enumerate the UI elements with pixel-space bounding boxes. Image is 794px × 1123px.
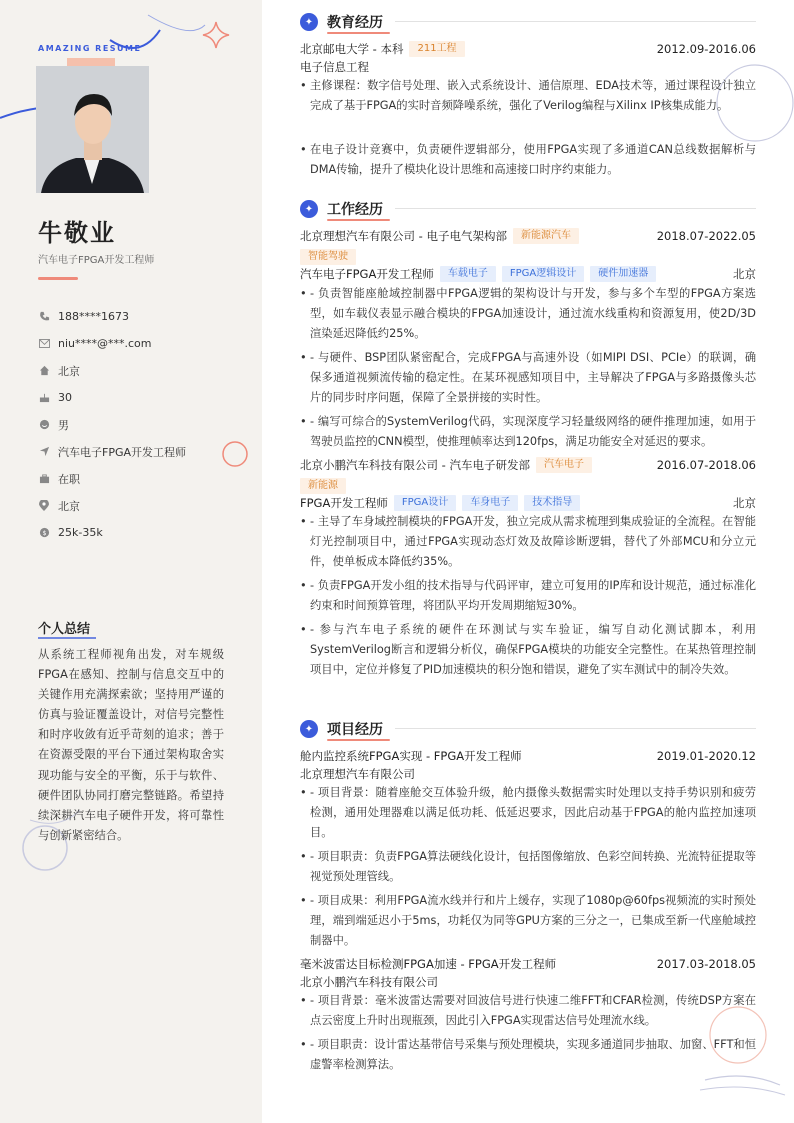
home-icon <box>38 365 50 377</box>
person-name: 牛敬业 <box>38 219 116 247</box>
job-date: 2016.07-2018.06 <box>656 458 756 472</box>
skill-tag: 车载电子 <box>440 266 496 282</box>
contact-target <box>38 438 248 465</box>
list-item: • - 与硬件、BSP团队紧密配合，完成FPGA与高速外设（如MIPI DSI、PCIe）的联调，确保多通道视频流传输的稳定性。在某环视感知项目中，主导解决了FPGA与多路摄像头芯片的同步时序问题，保障了全景拼接的实时性。 <box>300 351 756 404</box>
list-item: • - 项目职责：负责FPGA算法硬线化设计，包括图像缩放、色彩空间转换、光流特征提取等视觉预处理管线。 <box>300 850 756 883</box>
edu-header <box>300 40 756 58</box>
job-role-row <box>300 265 756 283</box>
job-tag: 新能源汽车 <box>513 228 579 244</box>
contact-gender <box>38 411 248 438</box>
section-work-header <box>300 199 383 219</box>
sidebar <box>0 0 262 1123</box>
summary-text: 从系统工程师视角出发，对车规级FPGA在感知、控制与信息交互中的关键作用充满探索欲；坚持用严谨的仿真与验证覆盖设计，对信号完整性和时序收敛有近乎苛刻的追求；善于在资源受限的平台下通过架构取舍实现功能与安全的平衡，乐于与软件、硬件团队协同打磨完整链路。希望持续深耕汽车电子硬件开发，将可靠性与创新紧密结合。 <box>38 648 224 842</box>
edu-school: 北京邮电大学 - 本科 <box>300 42 404 56</box>
edu-major: 电子信息工程 <box>300 60 369 74</box>
smile-icon <box>38 419 50 431</box>
job-header <box>300 227 756 245</box>
section-divider <box>395 21 756 22</box>
contact-email <box>38 330 248 357</box>
list-item: • - 负责智能座舱域控制器中FPGA逻辑的架构设计与开发，参与多个车型的FPGA方案选型，如车载仪表显示融合模块的FPGA加速设计，通过流水线重构和资源复用，使2D/3D渲染延迟降低约25%。 <box>300 287 756 340</box>
job-tag: 汽车电子 <box>536 457 592 473</box>
location-icon <box>38 500 50 512</box>
skill-tag: 技术指导 <box>524 495 580 511</box>
edu-major-row <box>300 58 756 76</box>
salary-icon <box>38 527 50 539</box>
list-item: • - 项目背景：毫米波雷达需要对回波信号进行快速二维FFT和CFAR检测，传统DSP方案在点云密度上升时出现瓶颈，因此引入FPGA实现雷达信号处理流水线。 <box>300 994 756 1027</box>
job-tag: 新能源 <box>300 478 346 494</box>
job-role-row <box>300 494 756 512</box>
contact-status <box>38 465 248 492</box>
list-item: • 主修课程：数字信号处理、嵌入式系统设计、通信原理、EDA技术等，通过课程设计独立完成了基于FPGA的实时音频降噪系统，强化了Verilog编程与Xilinx IP核集成能力。 <box>300 79 756 112</box>
section-title: 工作经历 <box>327 202 383 218</box>
job-tags-row <box>300 248 756 266</box>
list-item: • - 主导了车身域控制模块的FPGA开发，独立完成从需求梳理到集成验证的全流程。在智能灯光控制项目中，通过FPGA实现动态灯效及故障诊断逻辑，替代了外部MCU和分立元件，使单板成本降低约35%。 <box>300 515 756 568</box>
job-date: 2018.07-2022.05 <box>656 229 756 243</box>
section-underline <box>327 32 390 34</box>
project-company: 北京理想汽车有限公司 <box>300 767 415 781</box>
summary-underline <box>38 637 96 639</box>
section-divider <box>395 208 756 209</box>
contact-value: 汽车电子FPGA开发工程师 <box>58 445 187 459</box>
contact-value: 30 <box>58 391 72 404</box>
skill-tag: 车身电子 <box>462 495 518 511</box>
phone-icon <box>38 311 50 323</box>
svg-text:$: $ <box>41 528 47 537</box>
job-tags-row <box>300 477 756 495</box>
section-underline <box>327 219 390 221</box>
send-icon <box>38 446 50 458</box>
profile-photo <box>36 66 149 193</box>
mail-icon <box>38 338 50 350</box>
star-icon <box>201 20 231 50</box>
project-company-row <box>300 973 756 991</box>
contact-value: niu****@***.com <box>58 337 152 350</box>
edu-tag: 211工程 <box>409 41 464 57</box>
project-name: 毫米波雷达目标检测FPGA加速 - FPGA开发工程师 <box>300 957 557 971</box>
contact-list <box>38 303 248 546</box>
list-item: • - 参与汽车电子系统的硬件在环测试与实车验证，编写自动化测试脚本，利用SystemVerilog断言和逻辑分析仪，确保FPGA模块的功能安全完整性。在某热管理控制项目中，定位并修复了PID加速模块的积分饱和错误，避免了实车测试中的制冷失效。 <box>300 623 756 676</box>
section-projects-header <box>300 719 383 739</box>
job-tag: 智能驾驶 <box>300 249 356 265</box>
job-header <box>300 456 756 474</box>
edu-date: 2012.09-2016.06 <box>656 42 756 56</box>
briefcase-icon <box>38 473 50 485</box>
list-item: • 在电子设计竞赛中，负责硬件逻辑部分，使用FPGA实现了多通道CAN总线数据解析与DMA传输，提升了模块化设计思维和高速接口时序约束能力。 <box>300 143 756 176</box>
skill-tag: FPGA逻辑设计 <box>502 266 584 282</box>
skill-tag: 硬件加速器 <box>590 266 656 282</box>
list-item: • - 负责FPGA开发小组的技术指导与代码评审，建立可复用的IP库和设计规范，通过标准化约束和时间预算管理，将团队平均开发周期缩短30%。 <box>300 579 756 612</box>
contact-age <box>38 384 248 411</box>
contact-phone <box>38 303 248 330</box>
contact-value: 在职 <box>58 472 80 486</box>
contact-salary <box>38 519 248 546</box>
job-company: 北京小鹏汽车科技有限公司 - 汽车电子研发部 <box>300 458 530 472</box>
summary-heading: 个人总结 <box>38 622 91 637</box>
project-header <box>300 747 756 765</box>
contact-value: 北京 <box>58 364 80 378</box>
section-education-header <box>300 12 383 32</box>
job-city: 北京 <box>733 267 756 281</box>
list-item: • - 项目背景：随着座舱交互体验升级，舱内摄像头数据需实时处理以支持手势识别和疲劳检测，通用处理器难以满足低功耗、低延迟要求，因此启动基于FPGA的舱内监控加速项目。 <box>300 786 756 839</box>
title-underline <box>38 277 78 280</box>
list-item: • - 编写可综合的SystemVerilog代码，实现深度学习轻量级网络的硬件推理加速，如用于驾驶员监控的CNN模型，使推理帧率达到120fps，满足功能安全对延迟的要求。 <box>300 415 756 448</box>
sparkle-icon: ✦ <box>300 200 318 218</box>
section-divider <box>395 728 756 729</box>
list-item: • - 项目职责：设计雷达基带信号采集与预处理模块，实现多通道同步抽取、加窗、FFT和恒虚警率检测算法。 <box>300 1038 756 1071</box>
contact-value: 25k-35k <box>58 526 103 539</box>
section-underline <box>327 739 390 741</box>
cake-icon <box>38 392 50 404</box>
section-title: 教育经历 <box>327 15 383 31</box>
job-city: 北京 <box>733 496 756 510</box>
contact-location <box>38 492 248 519</box>
project-company-row <box>300 765 756 783</box>
project-date: 2017.03-2018.05 <box>656 957 756 971</box>
list-item: • - 项目成果：利用FPGA流水线并行和片上缓存，实现了1080p@60fps视频流的实时预处理，端到端延迟小于5ms，功耗仅为同等GPU方案的三分之一，已集成至新一代座舱域控制器中。 <box>300 894 756 947</box>
job-role: 汽车电子FPGA开发工程师 <box>300 267 434 281</box>
sparkle-icon: ✦ <box>300 720 318 738</box>
brand-label: AMAZING RESUME <box>38 44 142 53</box>
project-company: 北京小鹏汽车科技有限公司 <box>300 975 438 989</box>
contact-value: 男 <box>58 418 69 432</box>
project-name: 舱内监控系统FPGA实现 - FPGA开发工程师 <box>300 749 522 763</box>
contact-home <box>38 357 248 384</box>
job-role: FPGA开发工程师 <box>300 496 388 510</box>
contact-value: 188****1673 <box>58 310 129 323</box>
contact-value: 北京 <box>58 499 80 513</box>
project-header <box>300 955 756 973</box>
skill-tag: FPGA设计 <box>394 495 456 511</box>
sparkle-icon: ✦ <box>300 13 318 31</box>
job-company: 北京理想汽车有限公司 - 电子电气架构部 <box>300 229 507 243</box>
person-title: 汽车电子FPGA开发工程师 <box>38 255 155 266</box>
project-date: 2019.01-2020.12 <box>656 749 756 763</box>
section-title: 项目经历 <box>327 722 383 738</box>
